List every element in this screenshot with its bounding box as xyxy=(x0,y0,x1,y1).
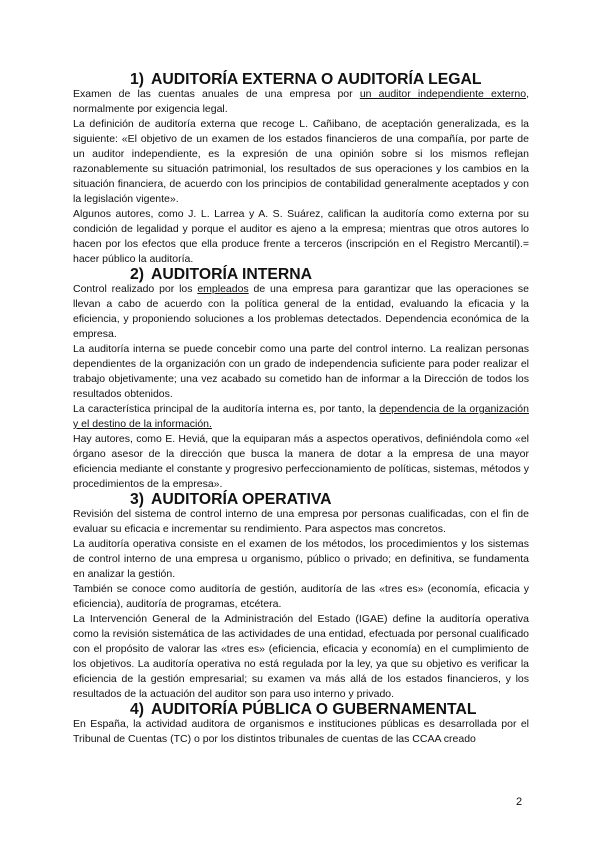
paragraph: La auditoría interna se puede concebir como una parte del control interno. La realizan personas dependientes de la organización con un grado de independencia suficiente para poder realizar el trabajo objetivamente; una vez acabado su cometido han de informar a la Dirección de todos los resultados obtenidos. xyxy=(73,343,529,400)
paragraph: La auditoría operativa consiste en el examen de los métodos, los procedimientos y los sistemas de control interno de una empresa u organismo, público o privado; en definitiva, se fundamenta en analizar la gestión. xyxy=(73,538,529,580)
section-number: 3) xyxy=(130,491,145,508)
paragraph: En España, la actividad auditora de organismos e instituciones públicas es desarrollada por el Tribunal de Cuentas (TC) o por los distintos tribunales de cuentas de las CCAA creado xyxy=(73,718,529,745)
section-title: AUDITORÍA OPERATIVA xyxy=(151,491,332,508)
paragraph: La Intervención General de la Administración del Estado (IGAE) define la auditoría operativa como la revisión sistemática de las actividades de una entidad, efectuada por personal cualificado con el propósito de valorar las «tres es» (eficiencia, eficacia y economía) en el cumplimiento de los objetivos. La auditoría operativa no está regulada por la ley, ya que su objetivo es verificar la eficiencia de la gestión empresarial; su examen va más allá de los estados financieros, y los resultados de la actuación del auditor son para uso interno y privado. xyxy=(73,613,529,700)
section-number: 4) xyxy=(130,701,145,718)
paragraph: También se conoce como auditoría de gestión, auditoría de las «tres es» (economía, eficacia y eficiencia), auditoría de programas, etcétera. xyxy=(73,583,529,610)
section-heading-auditoria-operativa xyxy=(73,492,529,507)
underlined-text: empleados xyxy=(197,283,249,295)
paragraph xyxy=(73,402,529,432)
text-run: de una empresa para garantizar que las operaciones se llevan a cabo de acuerdo con la política general de la entidad, evaluando la eficacia y la eficiencia, y proponiendo soluciones a los problemas detectados. Dependencia económica de la empresa. xyxy=(73,283,529,340)
paragraph: La definición de auditoría externa que recoge L. Cañibano, de aceptación generalizada, es la siguiente: «El objetivo de un examen de los estados financieros de una compañía, por parte de un auditor independiente, es la expresión de una opinión sobre si los mismos reflejan razonablemente su situación patrimonial, los resultados de sus operaciones y los cambios en la situación financiera, de acuerdo con los principios de contabilidad generalmente aceptados y con la legislación vigente». xyxy=(73,118,529,205)
paragraph xyxy=(73,282,529,342)
page-number: 2 xyxy=(516,796,523,808)
text-run: , normalmente por exigencia legal. xyxy=(73,88,529,115)
page-content xyxy=(73,72,529,747)
text-run: Examen de las cuentas anuales de una empresa por xyxy=(73,88,360,100)
section-number: 1) xyxy=(130,71,145,88)
section-heading-auditoria-externa xyxy=(73,72,529,87)
paragraph xyxy=(73,87,529,117)
text-run: La característica principal de la auditoría interna es, por tanto, la xyxy=(73,403,380,415)
section-heading-auditoria-publica xyxy=(73,702,529,717)
section-title: AUDITORÍA INTERNA xyxy=(151,266,312,283)
section-title: AUDITORÍA EXTERNA O AUDITORÍA LEGAL xyxy=(151,71,482,88)
underlined-text: dependencia de la organización y el destino de la información. xyxy=(73,403,529,430)
underlined-text: un auditor independiente externo xyxy=(359,88,527,100)
section-title: AUDITORÍA PÚBLICA O GUBERNAMENTAL xyxy=(151,701,477,718)
text-run: Control realizado por los xyxy=(73,283,198,295)
paragraph: Hay autores, como E. Heviá, que la equiparan más a aspectos operativos, definiéndola como «el órgano asesor de la dirección que busca la manera de dotar a la empresa de una mayor eficiencia mediante el constante y progresivo perfeccionamiento de políticas, sistemas, métodos y procedimientos de la empresa». xyxy=(73,433,529,490)
section-heading-auditoria-interna xyxy=(73,267,529,282)
paragraph: Algunos autores, como J. L. Larrea y A. S. Suárez, califican la auditoría como externa por su condición de legalidad y porque el auditor es ajeno a la empresa; mientras que otros autores lo hacen por los efectos que ella produce frente a terceros (inscripción en el Registro Mercantil).= hacer público la auditoría. xyxy=(73,208,529,265)
paragraph: Revisión del sistema de control interno de una empresa por personas cualificadas, con el fin de evaluar su eficacia e incrementar su rendimiento. Para aspectos mas concretos. xyxy=(73,508,529,535)
section-number: 2) xyxy=(130,266,145,283)
